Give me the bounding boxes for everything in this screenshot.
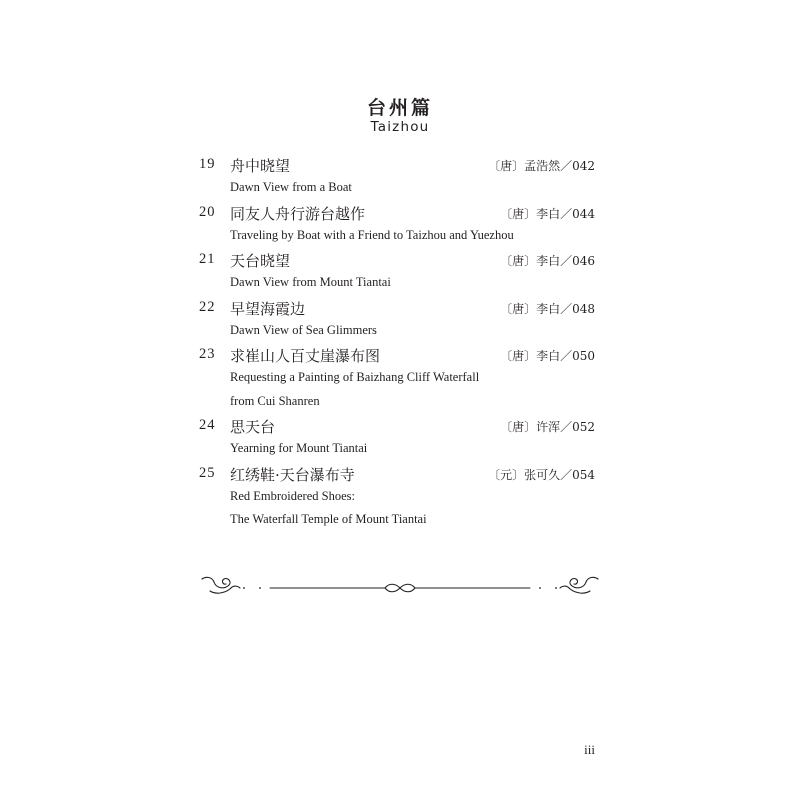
entry-title-en: Requesting a Painting of Baizhang Cliff Waterfall [230,370,480,384]
ornamental-scroll-divider-icon [200,571,600,599]
toc-entry[interactable] [0,413,800,461]
toc-entry[interactable] [0,247,800,295]
page-number: iii [584,742,595,757]
entry-number: 20 [199,203,216,220]
entry-number: 25 [199,464,216,481]
entry-title-en: Dawn View from a Boat [230,180,352,194]
table-of-contents [0,152,800,532]
entry-title-en: Traveling by Boat with a Friend to Taizhou and Yuezhou [230,227,514,242]
entry-author-page: 〔唐〕李白／048 [500,301,595,316]
entry-number: 19 [199,156,216,172]
entry-title-cn: 早望海霞边 [230,299,306,318]
entry-author-page: 〔唐〕李白／046 [500,254,595,268]
section-title-cn: 台州篇 [366,97,433,119]
entry-title-cn: 红绣鞋·天台瀑布寺 [230,465,355,484]
section-title-en: Taizhou [370,119,430,135]
toc-entry[interactable] [0,152,800,200]
toc-entry[interactable] [0,342,800,413]
entry-title-cn: 天台晓望 [230,252,291,270]
entry-title-en: Dawn View from Mount Tiantai [230,275,391,289]
entry-author-page: 〔唐〕李白／050 [500,349,595,363]
entry-number: 23 [199,346,216,362]
entry-title-cn: 求崔山人百丈崖瀑布图 [230,347,381,365]
entry-author-page: 〔唐〕李白／044 [500,206,595,221]
entry-title-en-continued: from Cui Shanren [230,393,320,408]
entry-number: 22 [199,298,216,315]
entry-title-cn: 同友人舟行游台越作 [230,204,366,223]
entry-author-page: 〔唐〕孟浩然／042 [488,159,595,173]
entry-title-cn: 舟中晓望 [230,157,291,175]
entry-title-cn: 思天台 [230,418,276,436]
toc-entry[interactable] [0,461,800,532]
toc-entry[interactable] [0,200,800,248]
entry-number: 24 [199,417,216,433]
entry-title-en: Dawn View of Sea Glimmers [230,322,377,337]
entry-author-page: 〔元〕张可久／054 [488,467,595,482]
toc-entry[interactable] [0,295,800,343]
entry-author-page: 〔唐〕许浑／052 [500,420,595,434]
entry-title-en: Red Embroidered Shoes: [230,488,355,503]
entry-title-en: Yearning for Mount Tiantai [230,441,368,455]
entry-number: 21 [199,251,216,267]
entry-title-en-continued: The Waterfall Temple of Mount Tiantai [230,512,427,526]
